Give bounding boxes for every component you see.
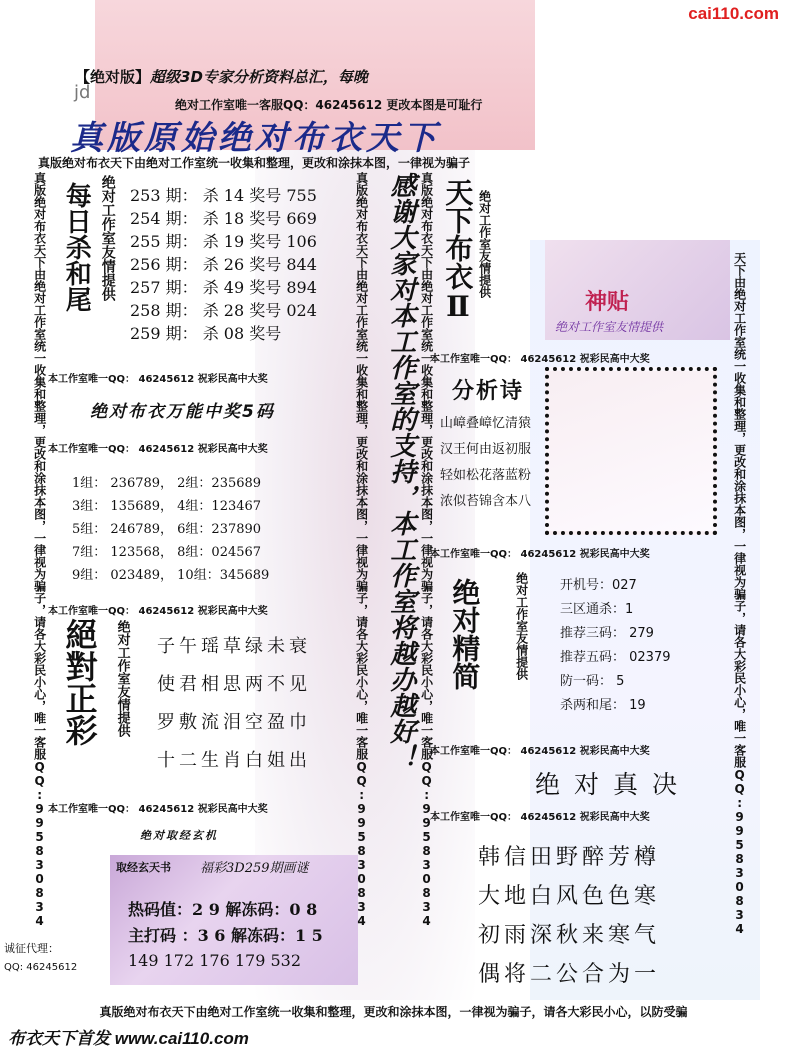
group-row: 1组： 236789， 2组：235689	[72, 476, 262, 491]
mid-vertical-notice: 真版绝对布衣天下由绝对工作室统一收集和整理，更改和涂抹本图，一律视为骗子，请各大彩民小心，唯一客服QQ:995830834	[354, 172, 369, 928]
right-vertical-notice: 天下由绝对工作室统一收集和整理，更改和涂抹本图，一律视为骗子，请各大彩民小心，唯一客服QQ:995830834	[732, 252, 747, 936]
zhenjue-title: 绝对真决	[535, 770, 692, 799]
jingjian-line: 三区通杀：1	[560, 602, 634, 617]
pic-caption: 绝对工作室友情提供	[555, 320, 664, 334]
ad-line: 本工作室唯一QQ： 46245612 祝彩民高中大奖	[48, 444, 268, 455]
kill-section-provider: 绝对工作室友情提供	[99, 175, 116, 301]
poem-title: 分析诗	[452, 378, 525, 404]
jingjian-provider: 绝对工作室友情提供	[514, 572, 529, 680]
zheng-provider: 绝对工作室友情提供	[114, 620, 130, 737]
footer-notice: 真版绝对布衣天下由绝对工作室统一收集和整理，更改和涂抹本图，一律视为骗子，请各大彩民小心，以防受骗	[99, 1005, 688, 1019]
kill-row: 255 期： 杀 19 奖号 106	[130, 232, 317, 251]
zhenjue-line: 初雨深秋来寒气	[478, 923, 661, 948]
ad-line: 本工作室唯一QQ： 46245612 祝彩民高中大奖	[430, 812, 650, 823]
five-code-groups	[72, 472, 269, 587]
banner-top: 真版绝对布衣天下由绝对工作室统一收集和整理，更改和涂抹本图，一律视为骗子	[38, 156, 471, 170]
poem-lines	[440, 412, 531, 516]
kill-row: 257 期： 杀 49 奖号 894	[130, 278, 317, 297]
jingjian-line: 杀两和尾： 19	[560, 698, 646, 713]
group-row: 3组： 135689， 4组：123467	[72, 499, 262, 514]
picture-frame	[545, 367, 717, 535]
page-title: 真版原始绝对布衣天下	[70, 118, 440, 157]
zhenjue-line: 大地白风色色寒	[478, 884, 661, 909]
ad-line: 本工作室唯一QQ： 46245612 祝彩民高中大奖	[430, 549, 650, 560]
kill-row: 254 期： 杀 18 奖号 669	[130, 209, 317, 228]
poem-line: 轻如松花落蓝粉	[440, 468, 532, 483]
five-code-title: 绝对布衣万能中奖5码	[90, 402, 275, 422]
group-row: 7组： 123568， 8组：024567	[72, 545, 262, 560]
jing-line3: 149 172 176 179 532	[128, 951, 302, 970]
header-jd: jd	[74, 82, 91, 103]
tianxia-provider: 绝对工作室友情提供	[477, 190, 492, 298]
handwritten-thanks: 感谢大家对本工作室的支持，本工作室将越办越好！	[385, 172, 416, 770]
footer-brand[interactable]: 布衣天下首发 www.cai110.com	[8, 1029, 249, 1048]
jing-line1: 热码值：2 9 解冻码：0 8	[128, 900, 318, 919]
jing-book: 取经玄天书	[116, 861, 171, 874]
zheng-lines	[157, 632, 311, 784]
poem-line: 山嶂叠嶂忆清猿	[440, 416, 532, 431]
pic-title: 神贴	[585, 290, 630, 315]
zheng-line: 罗敷流泪空盈巾	[157, 712, 311, 733]
kill-section-title: 每日杀和尾	[61, 182, 92, 312]
jingjian-title: 绝对精简	[448, 578, 482, 690]
header-bracket: 【绝对版】	[75, 68, 151, 86]
tianxia-picture	[545, 240, 730, 340]
left-vertical-notice: 真版绝对布衣天下由绝对工作室统一收集和整理，更改和涂抹本图，一律视为骗子，请各大彩民小心，唯一客服QQ:9958308​34	[32, 172, 47, 928]
jingjian-line: 开机号：027	[560, 578, 637, 593]
jing-title: 绝对取经玄机	[140, 829, 218, 842]
jingjian-line: 推荐五码： 02379	[560, 650, 671, 665]
jingjian-line: 推荐三码： 279	[560, 626, 654, 641]
kill-row: 256 期： 杀 26 奖号 844	[130, 255, 317, 274]
mid-vertical-notice-2: 真版绝对布衣天下由绝对工作室统一收集和整理，更改和涂抹本图，一律视为骗子，请各大彩民小心，唯一客服QQ:995830834	[419, 172, 434, 928]
jingjian-line: 防一码： 5	[560, 674, 625, 689]
zhenjue-lines	[478, 840, 660, 996]
kill-row: 253 期： 杀 14 奖号 755	[130, 186, 317, 205]
jing-box	[110, 855, 358, 985]
zhenjue-line: 韩信田野醉芳樽	[478, 845, 661, 870]
jing-subtitle: 福彩3D259期画谜	[200, 861, 309, 876]
header-line2: 绝对工作室唯一客服QQ：46245612 更改本图是可耻行	[175, 98, 483, 112]
kill-rows	[130, 183, 317, 344]
header-line1	[75, 66, 368, 87]
tianxia-title: 天下布衣Ⅱ	[441, 178, 475, 323]
site-logo[interactable]: cai110.com	[688, 4, 779, 23]
zheng-line: 十二生肖白姐出	[157, 750, 311, 771]
group-row: 5组： 246789， 6组：237890	[72, 522, 262, 537]
jingjian-lines	[560, 574, 671, 718]
header-rest: 超级3D专家分析资料总汇，每晚	[150, 68, 368, 86]
ad-line: 本工作室唯一QQ： 46245612 祝彩民高中大奖	[48, 804, 268, 815]
ad-line: 本工作室唯一QQ： 46245612 祝彩民高中大奖	[430, 354, 650, 365]
kill-row: 258 期： 杀 28 奖号 024	[130, 301, 317, 320]
ad-line: 本工作室唯一QQ： 46245612 祝彩民高中大奖	[48, 606, 268, 617]
jing-qq: QQ: 46245612	[4, 962, 78, 973]
ad-line: 本工作室唯一QQ： 46245612 祝彩民高中大奖	[48, 374, 268, 385]
zheng-title: 絕對正彩	[60, 618, 99, 746]
kill-row: 259 期： 杀 08 奖号	[130, 324, 282, 343]
zheng-line: 使君相思两不见	[157, 674, 311, 695]
zheng-line: 子午瑶草绿未衰	[157, 636, 311, 657]
jing-line2: 主打码 ：3 6 解冻码：1 5	[128, 926, 323, 945]
zhenjue-line: 偶将二公合为一	[478, 962, 661, 987]
poem-line: 浓似苔锦含本八	[440, 494, 532, 509]
ad-line: 本工作室唯一QQ： 46245612 祝彩民高中大奖	[430, 746, 650, 757]
jing-agent: 诚征代理：	[4, 942, 59, 955]
poem-line: 汉王何由返初服	[440, 442, 532, 457]
group-row: 9组： 023489， 10组：345689	[72, 568, 270, 583]
